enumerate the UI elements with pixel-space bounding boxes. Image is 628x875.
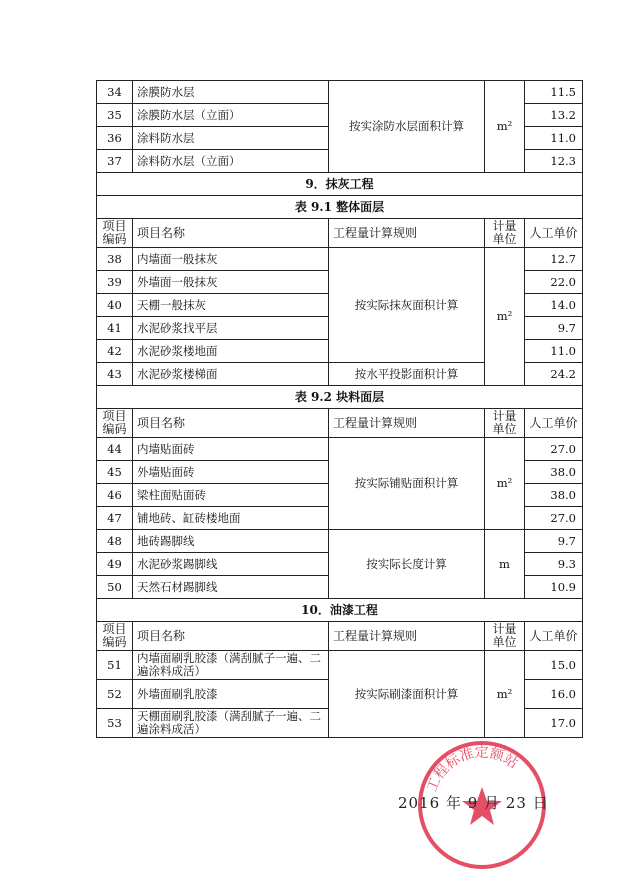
item-name: 涂料防水层 [133, 127, 329, 150]
labor-price: 11.5 [525, 81, 583, 104]
labor-price: 9.7 [525, 317, 583, 340]
header-name: 项目名称 [133, 219, 329, 248]
unit: m² [485, 248, 525, 386]
pricing-table [96, 80, 583, 738]
section-title: 9．抹灰工程 [97, 173, 583, 196]
calc-rule: 按水平投影面积计算 [329, 363, 485, 386]
unit: m [485, 530, 525, 599]
section-heading-row [97, 599, 583, 622]
item-code: 44 [97, 438, 133, 461]
header-rule: 工程量计算规则 [329, 409, 485, 438]
item-code: 48 [97, 530, 133, 553]
item-code: 50 [97, 576, 133, 599]
header-unit: 计量单位 [485, 622, 525, 651]
labor-price: 11.0 [525, 340, 583, 363]
header-code: 项目编码 [97, 219, 133, 248]
labor-price: 12.3 [525, 150, 583, 173]
unit: m² [485, 81, 525, 173]
labor-price: 10.9 [525, 576, 583, 599]
item-code: 53 [97, 709, 133, 738]
labor-price: 38.0 [525, 461, 583, 484]
item-name: 地砖踢脚线 [133, 530, 329, 553]
labor-price: 9.7 [525, 530, 583, 553]
table-row [97, 81, 583, 104]
seal-text: 工程标准定额站 [423, 744, 521, 795]
item-name: 内墙面一般抹灰 [133, 248, 329, 271]
header-name: 项目名称 [133, 409, 329, 438]
section-title: 10．油漆工程 [97, 599, 583, 622]
item-name: 天棚一般抹灰 [133, 294, 329, 317]
labor-price: 9.3 [525, 553, 583, 576]
item-code: 43 [97, 363, 133, 386]
item-name: 铺地砖、缸砖楼地面 [133, 507, 329, 530]
item-code: 42 [97, 340, 133, 363]
issue-date: 2016 年 9 月 23 日 [398, 794, 549, 812]
table-row [97, 248, 583, 271]
table-title-row [97, 196, 583, 219]
header-name: 项目名称 [133, 622, 329, 651]
header-row [97, 409, 583, 438]
item-code: 51 [97, 651, 133, 680]
section-heading-row [97, 173, 583, 196]
labor-price: 14.0 [525, 294, 583, 317]
labor-price: 16.0 [525, 680, 583, 709]
item-name: 水泥砂浆踢脚线 [133, 553, 329, 576]
header-unit: 计量单位 [485, 219, 525, 248]
item-name: 天然石材踢脚线 [133, 576, 329, 599]
calc-rule: 按实际抹灰面积计算 [329, 248, 485, 363]
header-price: 人工单价 [525, 409, 583, 438]
calc-rule: 按实际刷漆面积计算 [329, 651, 485, 738]
item-name: 涂膜防水层 [133, 81, 329, 104]
calc-rule: 按实涂防水层面积计算 [329, 81, 485, 173]
labor-price: 24.2 [525, 363, 583, 386]
item-code: 38 [97, 248, 133, 271]
item-code: 52 [97, 680, 133, 709]
item-name: 外墙面刷乳胶漆 [133, 680, 329, 709]
table-title: 表 9.1 整体面层 [97, 196, 583, 219]
item-name: 外墙贴面砖 [133, 461, 329, 484]
item-name: 内墙面刷乳胶漆（满刮腻子一遍、二遍涂料成活） [133, 651, 329, 680]
header-code: 项目编码 [97, 622, 133, 651]
item-code: 36 [97, 127, 133, 150]
item-code: 35 [97, 104, 133, 127]
item-name: 涂料防水层（立面） [133, 150, 329, 173]
labor-price: 13.2 [525, 104, 583, 127]
item-name: 涂膜防水层（立面） [133, 104, 329, 127]
item-name: 内墙贴面砖 [133, 438, 329, 461]
item-code: 49 [97, 553, 133, 576]
header-row [97, 622, 583, 651]
item-name: 水泥砂浆找平层 [133, 317, 329, 340]
labor-price: 22.0 [525, 271, 583, 294]
item-code: 37 [97, 150, 133, 173]
table-row [97, 530, 583, 553]
item-code: 40 [97, 294, 133, 317]
header-row [97, 219, 583, 248]
table-row [97, 651, 583, 680]
labor-price: 27.0 [525, 507, 583, 530]
header-rule: 工程量计算规则 [329, 622, 485, 651]
item-name: 天棚面刷乳胶漆（满刮腻子一遍、二遍涂料成活） [133, 709, 329, 738]
header-price: 人工单价 [525, 622, 583, 651]
labor-price: 38.0 [525, 484, 583, 507]
labor-price: 27.0 [525, 438, 583, 461]
item-code: 46 [97, 484, 133, 507]
labor-price: 17.0 [525, 709, 583, 738]
item-code: 34 [97, 81, 133, 104]
unit: m² [485, 651, 525, 738]
unit: m² [485, 438, 525, 530]
header-unit: 计量单位 [485, 409, 525, 438]
item-code: 45 [97, 461, 133, 484]
item-code: 41 [97, 317, 133, 340]
header-rule: 工程量计算规则 [329, 219, 485, 248]
table-row [97, 438, 583, 461]
calc-rule: 按实际铺贴面积计算 [329, 438, 485, 530]
item-name: 水泥砂浆楼梯面 [133, 363, 329, 386]
table-title-row [97, 386, 583, 409]
item-name: 梁柱面贴面砖 [133, 484, 329, 507]
item-code: 39 [97, 271, 133, 294]
table-title: 表 9.2 块料面层 [97, 386, 583, 409]
item-name: 外墙面一般抹灰 [133, 271, 329, 294]
labor-price: 15.0 [525, 651, 583, 680]
item-name: 水泥砂浆楼地面 [133, 340, 329, 363]
header-price: 人工单价 [525, 219, 583, 248]
header-code: 项目编码 [97, 409, 133, 438]
calc-rule: 按实际长度计算 [329, 530, 485, 599]
labor-price: 12.7 [525, 248, 583, 271]
labor-price: 11.0 [525, 127, 583, 150]
item-code: 47 [97, 507, 133, 530]
